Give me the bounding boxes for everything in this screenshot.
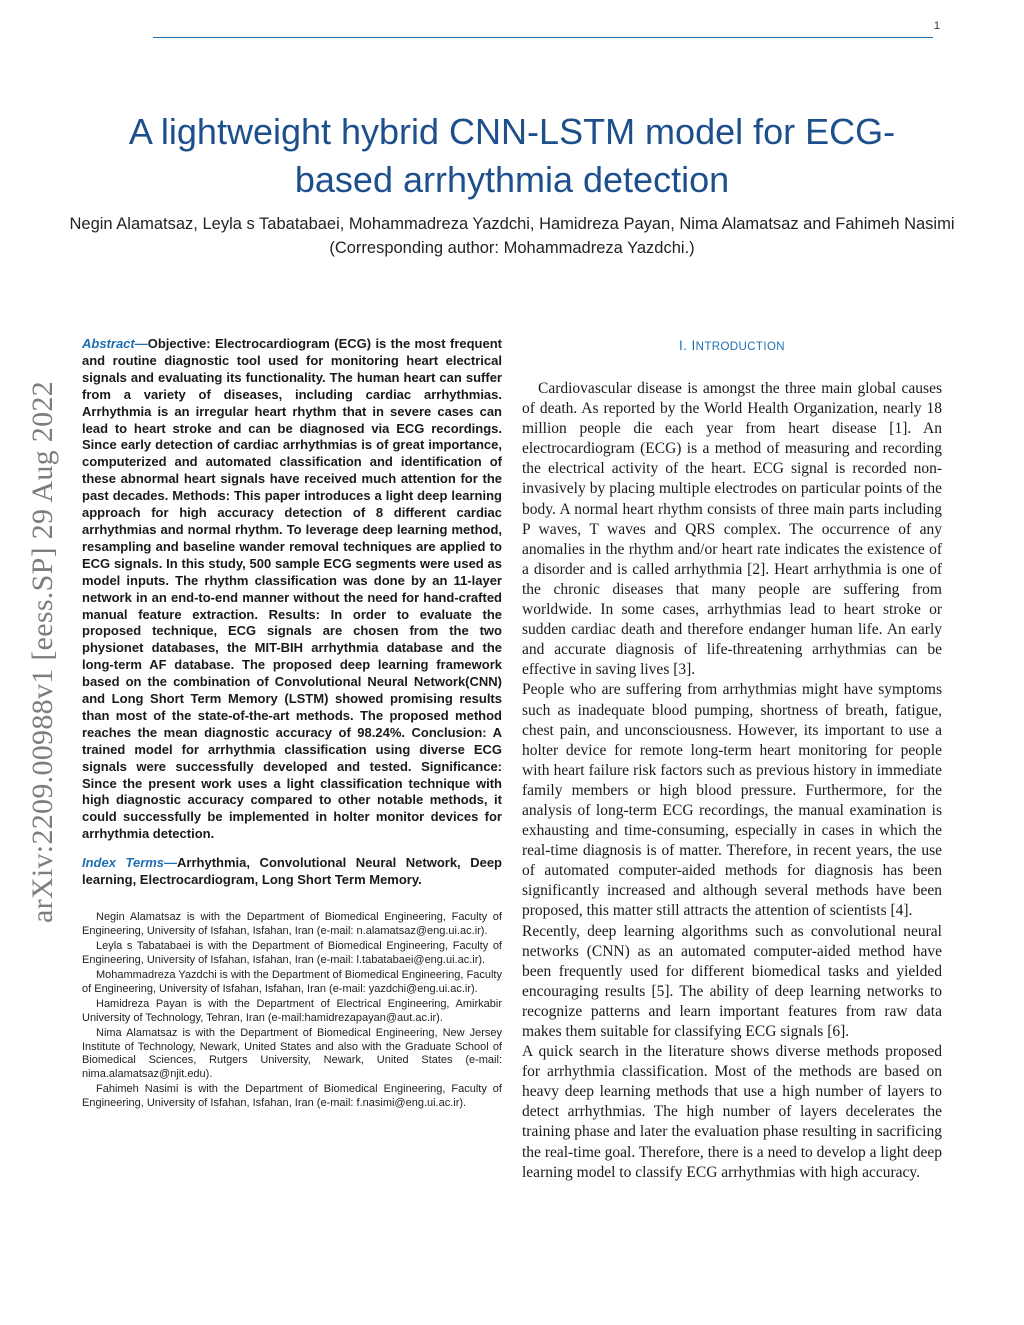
section-number: I. <box>679 338 688 353</box>
body-paragraph: Recently, deep learning algorithms such as convolutional neural networks (CNN) as an automated computer-aided method have been frequently used for different biomedical tasks and yielded encouraging results [5]. The ability of deep learning networks to recognize patterns and learn important features from raw data makes them suitable for classifying ECG signals [6]. <box>522 922 942 1040</box>
body-paragraph: A quick search in the literature shows diverse methods proposed for arrhythmia classification. Most of the methods are based on heavy deep learning methods that use a high number of layers to detect arrhythmias. The high number of layers decelerates the training phase and later the evaluation phase resulting in sacrificing the real-time goal. Therefore, there is a need to develop a light deep learning model to classify ECG arrhythmias with high accuracy. <box>522 1043 942 1181</box>
introduction-body <box>522 379 942 1183</box>
affiliation-note: Leyla s Tabatabaei is with the Department of Biomedical Engineering, Faculty of Engineering, University of Isfahan, Isfahan, Iran (e-mail: l.tabatabaei@eng.ui.ac.ir). <box>82 940 502 966</box>
abstract-label: Abstract— <box>82 336 148 351</box>
body-paragraph: People who are suffering from arrhythmias might have symptoms such as inadequate blood pumping, shortness of breath, fatigue, chest pain, and unconsciousness. However, its important to use a holter device for remote long-term heart monitoring for people with heart failure risk factors such as previous history in immediate family members or high blood pressure. Furthermore, for the analysis of long-term ECG recordings, the manual examination is exhausting and time-consuming, especially in cases in which the real-time diagnosis is of matter. Therefore, in recent years, the use of automated computer-aided methods for diagnosis has been significantly increased and although several methods have been proposed, this matter still attracts the attention of scientists [4]. <box>522 681 942 920</box>
author-affiliations <box>82 911 502 1110</box>
arxiv-identifier: arXiv:2209.00988v1 [eess.SP] 29 Aug 2022 <box>26 381 59 923</box>
paper-title: A lightweight hybrid CNN-LSTM model for ECG-based arrhythmia detection <box>128 111 896 200</box>
section-heading-introduction <box>522 338 942 353</box>
affiliation-note: Nima Alamatsaz is with the Department of Biomedical Engineering, New Jersey Institute of Technology, Newark, United States and also with the Graduate School of Biomedical Sciences, Rutgers University, Newark, United States (e-mail: nima.alamatsaz@njit.edu). <box>82 1027 502 1080</box>
index-terms <box>82 855 502 889</box>
affiliation-note: Hamidreza Payan is with the Department of Electrical Engineering, Amirkabir University of Technology, Tehran, Iran (e-mail:hamidrezapayan@aut.ac.ir). <box>82 998 502 1024</box>
page-number: 1 <box>933 20 940 32</box>
affiliation-note: Fahimeh Nasimi is with the Department of Biomedical Engineering, Faculty of Engineering, University of Isfahan, Isfahan, Iran (e-mail: f.nasimi@eng.ui.ac.ir). <box>82 1083 502 1109</box>
section-title-rest: NTRODUCTION <box>695 341 785 353</box>
body-paragraph: Cardiovascular disease is amongst the three main global causes of death. As reported by the World Health Organization, nearly 18 million people die each year from heart disease [1]. An electrocardiogram (ECG) is a method of measuring and recording the electrical activity of the heart. ECG signal is recorded non-invasively by placing multiple electrodes on particular points of the body. A normal heart rhythm consists of three main parts including P waves, T waves and QRS complex. The occurrence of any anomalies in the rhythm and/or heart rate indicates the existence of a disorder and is called arrhythmia [2]. Heart arrhythmia is one of the chronic diseases that many people are suffering from worldwide. In some cases, arrhythmias lead to heart stroke or sudden cardiac death and therefore endanger human life. An early and accurate diagnosis of life-threatening arrhythmias can be effective in saving lives [3]. <box>522 380 942 679</box>
affiliation-note: Mohammadreza Yazdchi is with the Department of Biomedical Engineering, Faculty of Engineering, University of Isfahan, Isfahan, Iran (e-mail: yazdchi@eng.ui.ac.ir). <box>82 969 502 995</box>
abstract <box>82 336 502 843</box>
abstract-text: Objective: Electrocardiogram (ECG) is the most frequent and routine diagnostic tool used for monitoring heart electrical signals and evaluating its functionality. The human heart can suffer from a variety of diseases, including cardiac arrhythmias. Arrhythmia is an irregular heart rhythm that in severe cases can lead to heart stroke and can be diagnosed via ECG recordings. Since early detection of cardiac arrhythmias is of great importance, computerized and automated classification and identification of these abnormal heart signals have received much attention for the past decades. Methods: This paper introduces a light deep learning approach for high accuracy detection of 8 different cardiac arrhythmias and normal rhythm. To leverage deep learning method, resampling and baseline wander removal techniques are applied to ECG signals. In this study, 500 sample ECG segments were used as model inputs. The rhythm classification was done by an 11-layer network in an end-to-end manner without the need for hand-crafted manual feature extraction. Results: In order to evaluate the proposed technique, ECG signals are chosen from the two physionet databases, the MIT-BIH arrhythmia database and the long-term AF database. The proposed deep learning framework based on the combination of Convolutional Neural Network(CNN) and Long Short Term Memory (LSTM) showed promising results than most of the state-of-the-art methods. The proposed method reaches the mean diagnostic accuracy of 98.24%. Conclusion: A trained model for arrhythmia classification using diverse ECG signals were successfully developed and tested. Significance: Since the present work uses a light classification technique with high diagnostic accuracy compared to other notable methods, it could successfully be implemented in holter monitor devices for arrhythmia detection. <box>82 336 502 842</box>
index-terms-label: Index Terms— <box>82 855 178 871</box>
left-column <box>82 336 502 1112</box>
author-list: Negin Alamatsaz, Leyla s Tabatabaei, Mohammadreza Yazdchi, Hamidreza Payan, Nima Alamatsaz and Fahimeh Nasimi (Corresponding author: Mohammadreza Yazdchi.) <box>69 215 955 257</box>
header-rule <box>153 37 933 38</box>
section-title-initial: I <box>691 338 696 353</box>
right-column <box>522 336 942 1183</box>
affiliation-note: Negin Alamatsaz is with the Department of Biomedical Engineering, Faculty of Engineering, University of Isfahan, Isfahan, Iran (e-mail: n.alamatsaz@eng.ui.ac.ir). <box>82 911 502 937</box>
index-terms-text: Arrhythmia, Convolutional Neural Network, Deep learning, Electrocardiogram, Long Short Term Memory. <box>82 855 502 888</box>
